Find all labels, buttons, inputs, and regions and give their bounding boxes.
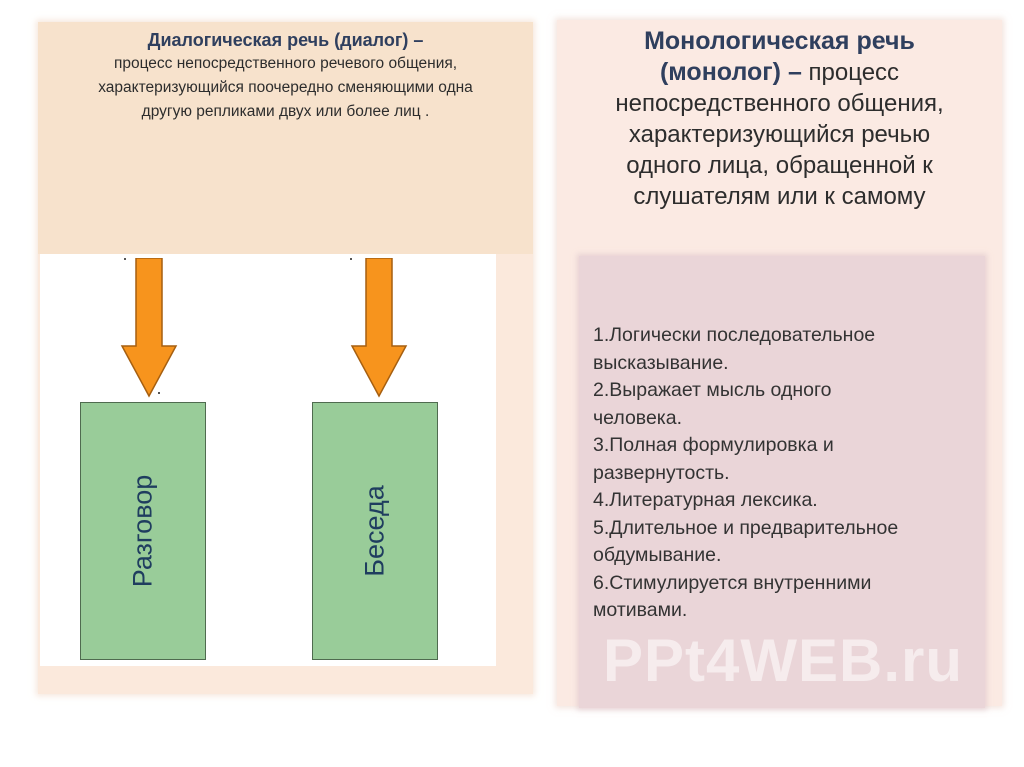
feature-line: развернутость.	[593, 461, 730, 484]
dialogue-panel	[38, 22, 533, 694]
dialogue-heading: Диалогическая речь (диалог) –	[147, 30, 424, 50]
arrow-down-icon	[120, 258, 178, 398]
monologue-text-line	[567, 57, 992, 88]
feature-line: 5.Длительное и предварительное	[593, 516, 899, 539]
dialogue-text-line: процесс непосредственного речевого общения,	[113, 55, 458, 72]
dialogue-text-line: другую репликами двух или более лиц .	[141, 103, 430, 120]
monologue-text: процесс	[808, 59, 900, 86]
feature-line: мотивами.	[593, 599, 688, 621]
features-list	[593, 322, 973, 625]
monologue-heading-term: (монолог) –	[659, 58, 802, 86]
dialogue-diagram	[40, 254, 496, 666]
monologue-panel	[557, 20, 1002, 706]
feature-line: 6.Стимулируется внутренними	[593, 571, 872, 594]
monologue-text-line: характеризующийся речью	[628, 121, 931, 148]
watermark: PPt4WEB.ru	[603, 627, 964, 694]
conversation-box	[80, 402, 206, 660]
feature-line: высказывание.	[593, 351, 729, 374]
dialogue-definition	[48, 28, 523, 124]
monologue-text-line: одного лица, обращенной к	[626, 152, 933, 179]
monologue-text-line: непосредственного общения,	[615, 90, 944, 117]
feature-line: 4.Литературная лексика.	[593, 489, 818, 511]
talk-label: Беседа	[359, 485, 390, 577]
monologue-features-box	[579, 256, 985, 708]
monologue-text-line: слушателям или к самому	[633, 183, 926, 210]
feature-line: 3.Полная формулировка и	[593, 434, 834, 456]
feature-line: 1.Логически последовательное	[593, 324, 876, 346]
arrow-down-icon	[350, 258, 408, 398]
monologue-heading: Монологическая речь	[644, 27, 915, 55]
feature-line: 2.Выражает мысль одного	[593, 379, 832, 401]
feature-line: человека.	[593, 406, 683, 429]
monologue-definition	[567, 26, 992, 212]
feature-line: обдумывание.	[593, 544, 722, 566]
talk-box	[312, 402, 438, 660]
dialogue-text-line: характеризующийся поочередно сменяющими одна	[98, 79, 473, 96]
conversation-label: Разговор	[127, 474, 158, 588]
